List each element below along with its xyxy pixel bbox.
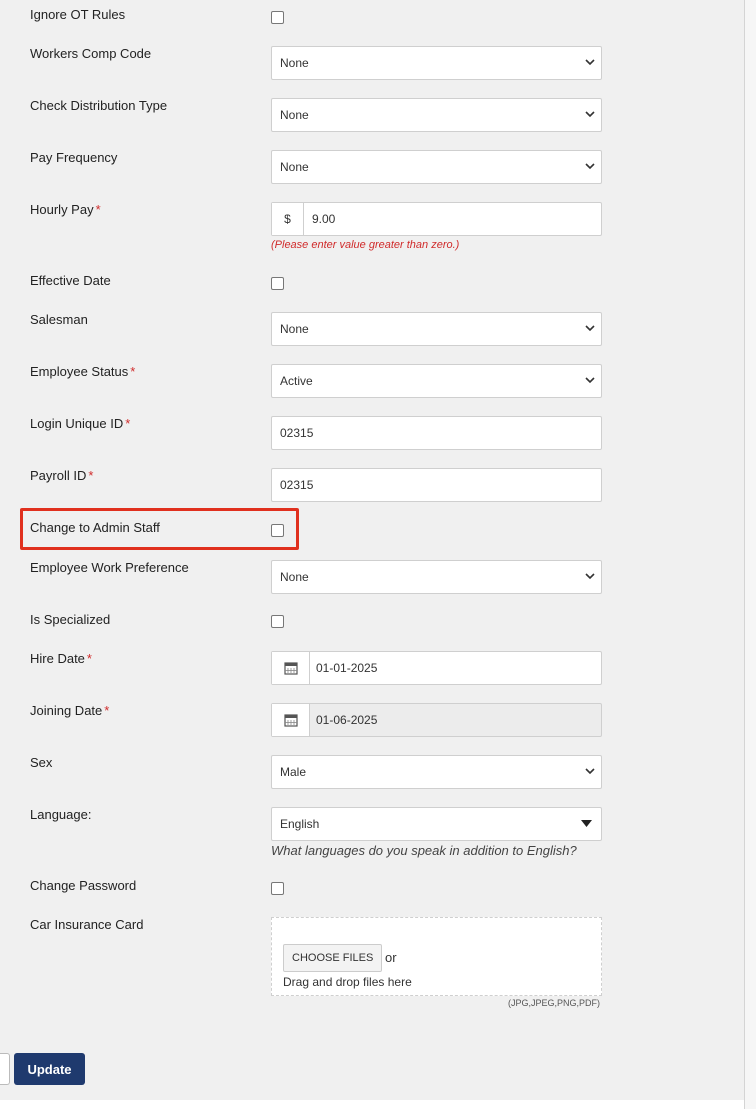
caret-down-icon	[581, 820, 592, 828]
change-password-checkbox[interactable]	[271, 882, 284, 895]
chevron-down-icon	[585, 109, 595, 119]
employee-status-label	[30, 364, 135, 379]
sex-label: Sex	[30, 755, 53, 770]
is-specialized-label: Is Specialized	[30, 612, 111, 627]
work-preference-value: None	[280, 570, 309, 584]
calendar-addon[interactable]	[272, 704, 310, 736]
file-dropzone[interactable]	[271, 917, 602, 996]
hourly-pay-error: (Please enter value greater than zero.)	[271, 239, 460, 251]
is-specialized-checkbox[interactable]	[271, 615, 284, 628]
login-unique-id-input[interactable]	[271, 416, 602, 450]
workers-comp-value: None	[280, 56, 309, 70]
effective-date-label: Effective Date	[30, 273, 111, 288]
car-insurance-label: Car Insurance Card	[30, 917, 144, 932]
sex-value: Male	[280, 765, 307, 779]
payroll-id-label	[30, 468, 93, 483]
chevron-down-icon	[585, 766, 595, 776]
required-marker: *	[130, 364, 136, 379]
workers-comp-label: Workers Comp Code	[30, 46, 152, 61]
work-preference-label: Employee Work Preference	[30, 560, 189, 575]
update-button[interactable]: Update	[14, 1053, 85, 1085]
joining-date-label	[30, 703, 109, 718]
chevron-down-icon	[585, 323, 595, 333]
chevron-down-icon	[585, 161, 595, 171]
pay-frequency-label: Pay Frequency	[30, 150, 118, 165]
hire-date-label	[30, 651, 92, 666]
check-distribution-select[interactable]	[271, 98, 602, 132]
payroll-id-value: 02315	[280, 478, 314, 492]
workers-comp-select[interactable]	[271, 46, 602, 80]
calendar-icon	[284, 661, 298, 675]
allowed-formats: (JPG,JPEG,PNG,PDF)	[508, 998, 601, 1008]
employee-status-value: Active	[280, 374, 313, 388]
or-text: or	[385, 950, 397, 965]
previous-button[interactable]	[0, 1053, 10, 1085]
payroll-id-input[interactable]	[271, 468, 602, 502]
currency-addon	[272, 203, 304, 235]
check-distribution-value: None	[280, 108, 309, 122]
ignore-ot-checkbox[interactable]	[271, 11, 284, 24]
joining-date-input[interactable]	[271, 703, 602, 737]
salesman-label: Salesman	[30, 312, 88, 327]
required-marker: *	[86, 651, 92, 666]
payroll-id-label-text: Payroll ID	[30, 468, 87, 483]
required-marker: *	[125, 416, 131, 431]
language-select[interactable]	[271, 807, 602, 841]
hire-date-label-text: Hire Date	[30, 651, 85, 666]
ignore-ot-label: Ignore OT Rules	[30, 7, 126, 22]
pay-frequency-value: None	[280, 160, 309, 174]
joining-date-value: 01-06-2025	[316, 713, 378, 727]
login-unique-id-label-text: Login Unique ID	[30, 416, 124, 431]
hourly-pay-label	[30, 202, 101, 217]
chevron-down-icon	[585, 57, 595, 67]
joining-date-label-text: Joining Date	[30, 703, 103, 718]
window-edge	[744, 0, 756, 1109]
calendar-addon[interactable]	[272, 652, 310, 684]
chevron-down-icon	[585, 571, 595, 581]
chevron-down-icon	[585, 375, 595, 385]
choose-files-button[interactable]: CHOOSE FILES	[283, 944, 382, 972]
required-marker: *	[104, 703, 110, 718]
salesman-value: None	[280, 322, 309, 336]
calendar-icon	[284, 713, 298, 727]
sex-select[interactable]	[271, 755, 602, 789]
effective-date-checkbox[interactable]	[271, 277, 284, 290]
salesman-select[interactable]	[271, 312, 602, 346]
work-preference-select[interactable]	[271, 560, 602, 594]
language-value: English	[280, 817, 320, 831]
login-unique-id-label	[30, 416, 130, 431]
change-admin-label: Change to Admin Staff	[30, 520, 160, 535]
employee-status-label-text: Employee Status	[30, 364, 129, 379]
hourly-pay-value: 9.00	[312, 212, 336, 226]
change-admin-checkbox[interactable]	[271, 524, 284, 537]
pay-frequency-select[interactable]	[271, 150, 602, 184]
required-marker: *	[88, 468, 94, 483]
change-password-label: Change Password	[30, 878, 137, 893]
hire-date-value: 01-01-2025	[316, 661, 378, 675]
hourly-pay-input[interactable]	[271, 202, 602, 236]
hire-date-input[interactable]	[271, 651, 602, 685]
hourly-pay-label-text: Hourly Pay	[30, 202, 94, 217]
drag-drop-text: Drag and drop files here	[283, 975, 412, 989]
language-hint: What languages do you speak in addition to English?	[271, 843, 577, 858]
check-distribution-label: Check Distribution Type	[30, 98, 168, 113]
employee-status-select[interactable]	[271, 364, 602, 398]
language-label: Language:	[30, 807, 92, 822]
required-marker: *	[95, 202, 101, 217]
login-unique-id-value: 02315	[280, 426, 314, 440]
currency-symbol: $	[284, 212, 291, 226]
